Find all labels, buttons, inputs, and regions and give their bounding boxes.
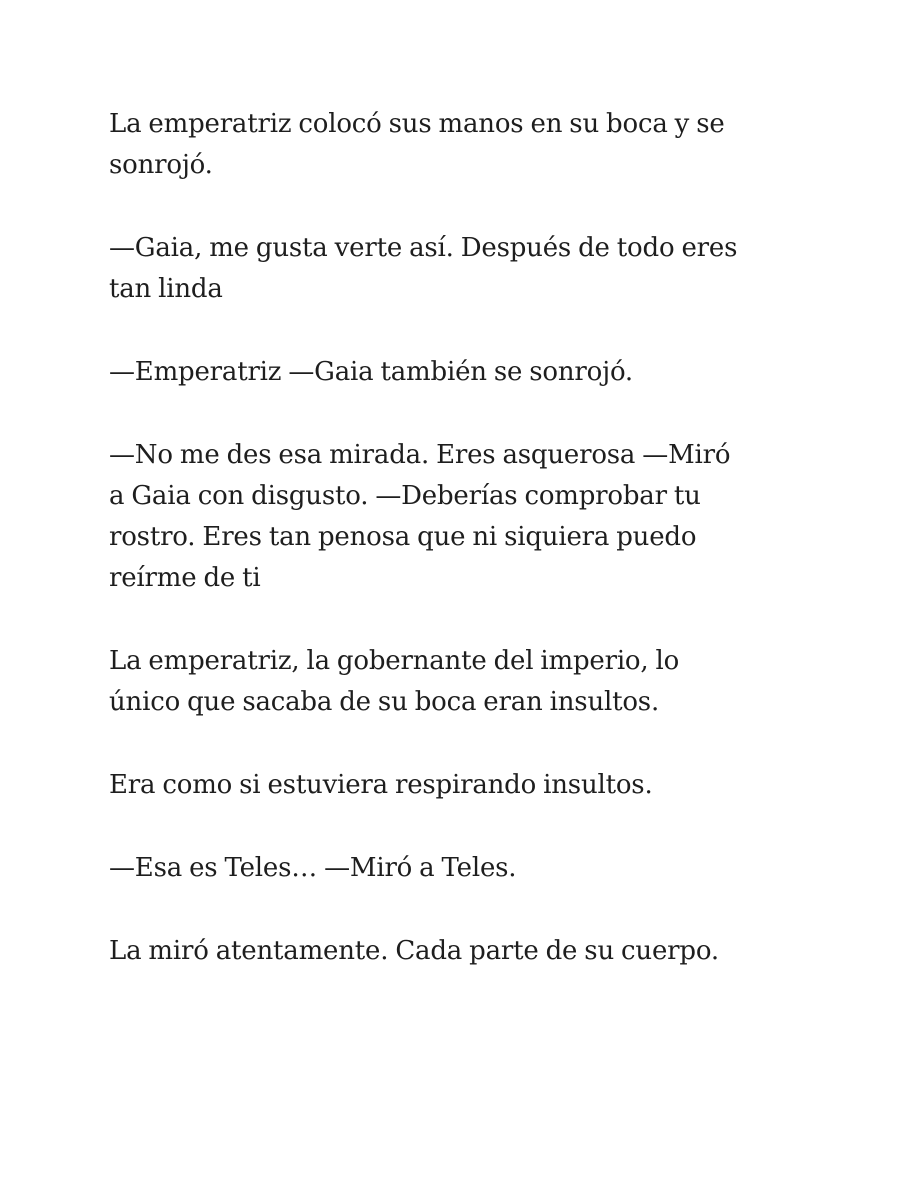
paragraph-7 [109, 848, 809, 889]
text-line: tan linda [109, 274, 223, 304]
paragraph-1 [109, 104, 809, 186]
text-line: rostro. Eres tan penosa que ni siquiera puedo [109, 522, 697, 552]
text-line: —No me des esa mirada. Eres asquerosa —Miró [109, 440, 731, 470]
text-line: a Gaia con disgusto. —Deberías comprobar tu [109, 481, 701, 511]
paragraph-6 [109, 765, 809, 806]
paragraph-8 [109, 931, 809, 972]
text-line: sonrojó. [109, 150, 213, 180]
paragraph-3 [109, 352, 809, 393]
text-line: reírme de ti [109, 563, 261, 593]
text-line: —Gaia, me gusta verte así. Después de todo eres [109, 233, 738, 263]
text-line: único que sacaba de su boca eran insultos. [109, 687, 660, 717]
text-line: —Esa es Teles… —Miró a Teles. [109, 853, 517, 883]
text-line: La emperatriz, la gobernante del imperio, lo [109, 646, 680, 676]
text-line: Era como si estuviera respirando insultos. [109, 770, 653, 800]
text-line: —Emperatriz —Gaia también se sonrojó. [109, 357, 633, 387]
paragraph-2 [109, 228, 809, 310]
paragraph-4 [109, 435, 809, 599]
document-body [109, 104, 809, 1014]
paragraph-5 [109, 641, 809, 723]
text-line: La miró atentamente. Cada parte de su cuerpo. [109, 936, 719, 966]
text-line: La emperatriz colocó sus manos en su boca y se [109, 109, 725, 139]
